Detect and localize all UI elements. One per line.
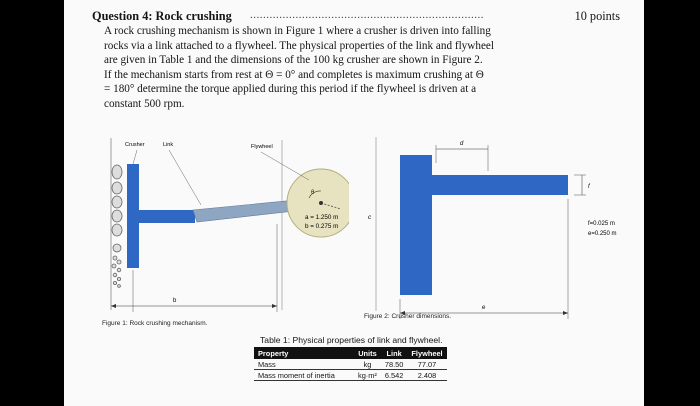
body-line: rocks via a link attached to a flywheel. The physical properties of the link and flywheel xyxy=(104,39,494,52)
cell-link: 78.50 xyxy=(381,359,408,370)
table-row xyxy=(254,359,447,370)
cell-units: kg xyxy=(354,359,381,370)
theta-label: θ xyxy=(311,190,315,196)
body-line: If the mechanism starts from rest at Θ = 0° and completes is maximum crushing at Θ xyxy=(104,68,484,81)
f-label: f xyxy=(588,184,590,190)
e-label: e xyxy=(482,305,486,311)
cell-property: Mass xyxy=(254,359,354,370)
body-line: constant 500 rpm. xyxy=(104,97,185,110)
body-line: are given in Table 1 and the dimensions of the 100 kg crusher are shown in Figure 2. xyxy=(104,54,483,67)
figure-1-caption: Figure 1: Rock crushing mechanism. xyxy=(102,320,208,327)
flywheel-leader xyxy=(261,152,309,180)
table-header-row xyxy=(254,347,447,359)
header-property: Property xyxy=(254,347,354,359)
crusher-arm xyxy=(139,210,195,223)
document-page xyxy=(64,0,644,406)
link-label: Link xyxy=(163,142,174,148)
c-label: c xyxy=(368,214,372,221)
leader-dots: ........................................................................ xyxy=(250,9,484,21)
cell-property: Mass moment of inertia xyxy=(254,370,354,381)
crusher-plate xyxy=(127,164,139,268)
crusher-label: Crusher xyxy=(125,142,145,148)
cell-flywheel: 2.408 xyxy=(407,370,446,381)
dim-f: f=0.025 m xyxy=(588,221,615,227)
b-label: b xyxy=(173,298,177,304)
cell-link: 6.542 xyxy=(381,370,408,381)
dim-e: e=0.250 m xyxy=(588,231,617,237)
d-label: d xyxy=(460,141,464,147)
properties-table xyxy=(254,347,447,381)
header-link: Link xyxy=(381,347,408,359)
header-units: Units xyxy=(354,347,381,359)
question-title: Question 4: Rock crushing xyxy=(92,9,232,23)
question-points: 10 points xyxy=(574,9,620,23)
rocks-icon xyxy=(112,165,122,287)
figure-1-mechanism xyxy=(97,130,349,333)
body-line: A rock crushing mechanism is shown in Figure 1 where a crusher is driven into falling xyxy=(104,25,491,37)
dim-a: a = 1.250 m xyxy=(305,214,339,221)
figure-2-caption: Figure 2: Crusher dimensions. xyxy=(364,313,452,320)
crusher-body xyxy=(400,155,432,295)
figure-2-crusher-dimensions xyxy=(356,133,631,333)
header-flywheel: Flywheel xyxy=(407,347,446,359)
question-body xyxy=(104,24,616,112)
question-heading xyxy=(92,9,620,24)
cell-units: kg·m² xyxy=(354,370,381,381)
dim-b: b = 0.275 m xyxy=(305,223,339,230)
flywheel-label: Flywheel xyxy=(251,144,273,150)
link-leader xyxy=(169,150,201,205)
body-line: = 180° determine the torque applied during this period if the flywheel is driven at a xyxy=(104,83,477,96)
cell-flywheel: 77.07 xyxy=(407,359,446,370)
table-row xyxy=(254,370,447,381)
table-caption: Table 1: Physical properties of link and flywheel. xyxy=(260,335,443,345)
crusher-leader xyxy=(133,150,137,164)
